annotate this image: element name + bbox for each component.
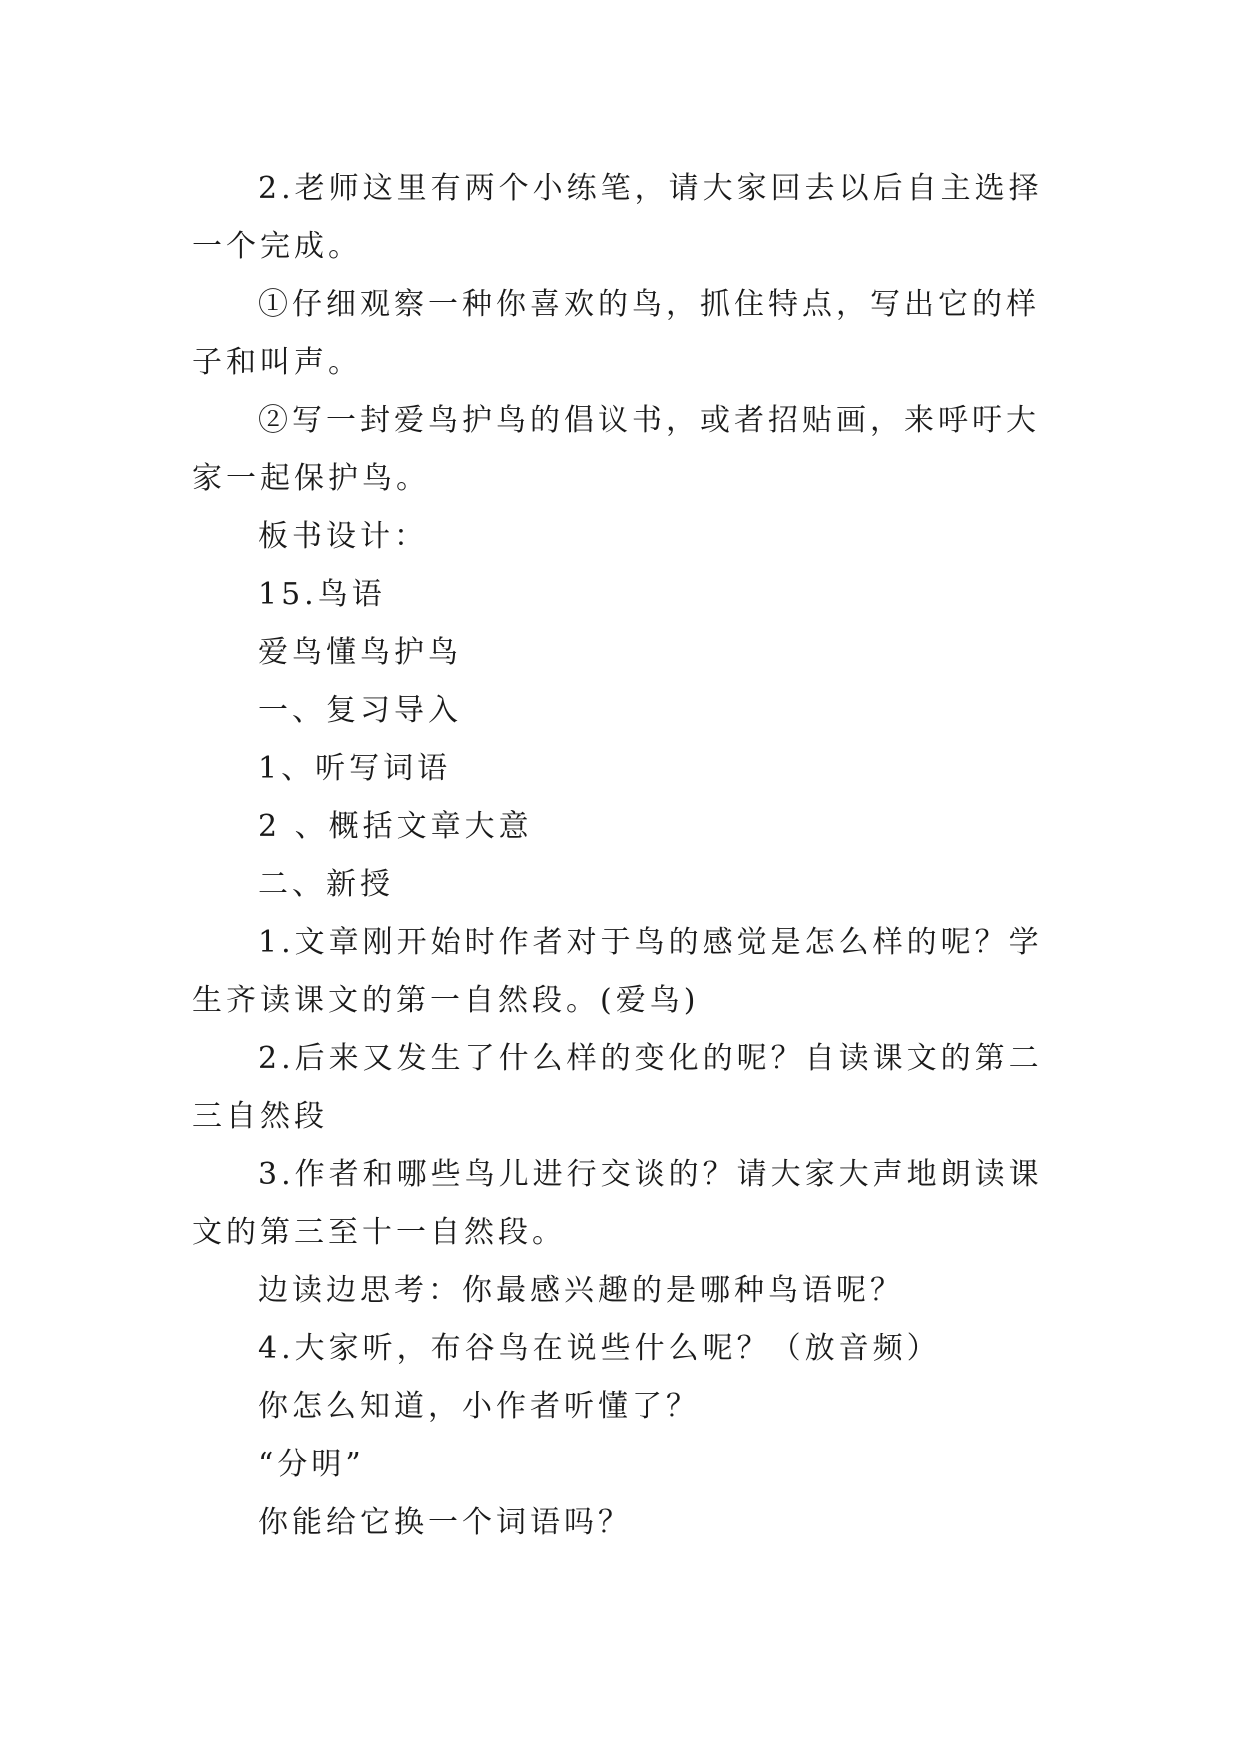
paragraph-section-new-lesson: 二、新授 (258, 867, 394, 902)
paragraph-practice-option-2: ②写一封爱鸟护鸟的倡议书，或者招贴画，来呼吁大家一起保护鸟。 (192, 403, 1040, 496)
document-page (192, 160, 1057, 1552)
paragraph-review-item-1: 1、听写词语 (258, 751, 452, 786)
paragraph-new-lesson-item-4: 4.大家听，布谷鸟在说些什么呢？（放音频） (258, 1331, 941, 1366)
paragraph-understanding-question: 你怎么知道，小作者听懂了？ (258, 1389, 700, 1424)
paragraph-synonym-question: 你能给它换一个词语吗？ (258, 1505, 632, 1540)
paragraph-practice-option-1: ①仔细观察一种你喜欢的鸟，抓住特点，写出它的样子和叫声。 (192, 287, 1040, 380)
paragraph-board-design-heading: 板书设计： (258, 519, 428, 554)
paragraph-practice-intro: 2.老师这里有两个小练笔，请大家回去以后自主选择一个完成。 (192, 171, 1043, 264)
paragraph-keyword: “分明” (258, 1447, 365, 1482)
paragraph-review-item-2: 2 、概括文章大意 (258, 809, 533, 844)
paragraph-lesson-theme: 爱鸟懂鸟护鸟 (258, 635, 462, 670)
paragraph-new-lesson-item-2: 2.后来又发生了什么样的变化的呢？自读课文的第二三自然段 (192, 1041, 1043, 1134)
paragraph-section-review: 一、复习导入 (258, 693, 462, 728)
paragraph-lesson-title: 15.鸟语 (258, 577, 386, 612)
paragraph-new-lesson-item-1: 1.文章刚开始时作者对于鸟的感觉是怎么样的呢？学生齐读课文的第一自然段。(爱鸟) (192, 925, 1043, 1018)
paragraph-reading-question: 边读边思考：你最感兴趣的是哪种鸟语呢？ (258, 1273, 904, 1308)
paragraph-new-lesson-item-3: 3.作者和哪些鸟儿进行交谈的？请大家大声地朗读课文的第三至十一自然段。 (192, 1157, 1043, 1250)
